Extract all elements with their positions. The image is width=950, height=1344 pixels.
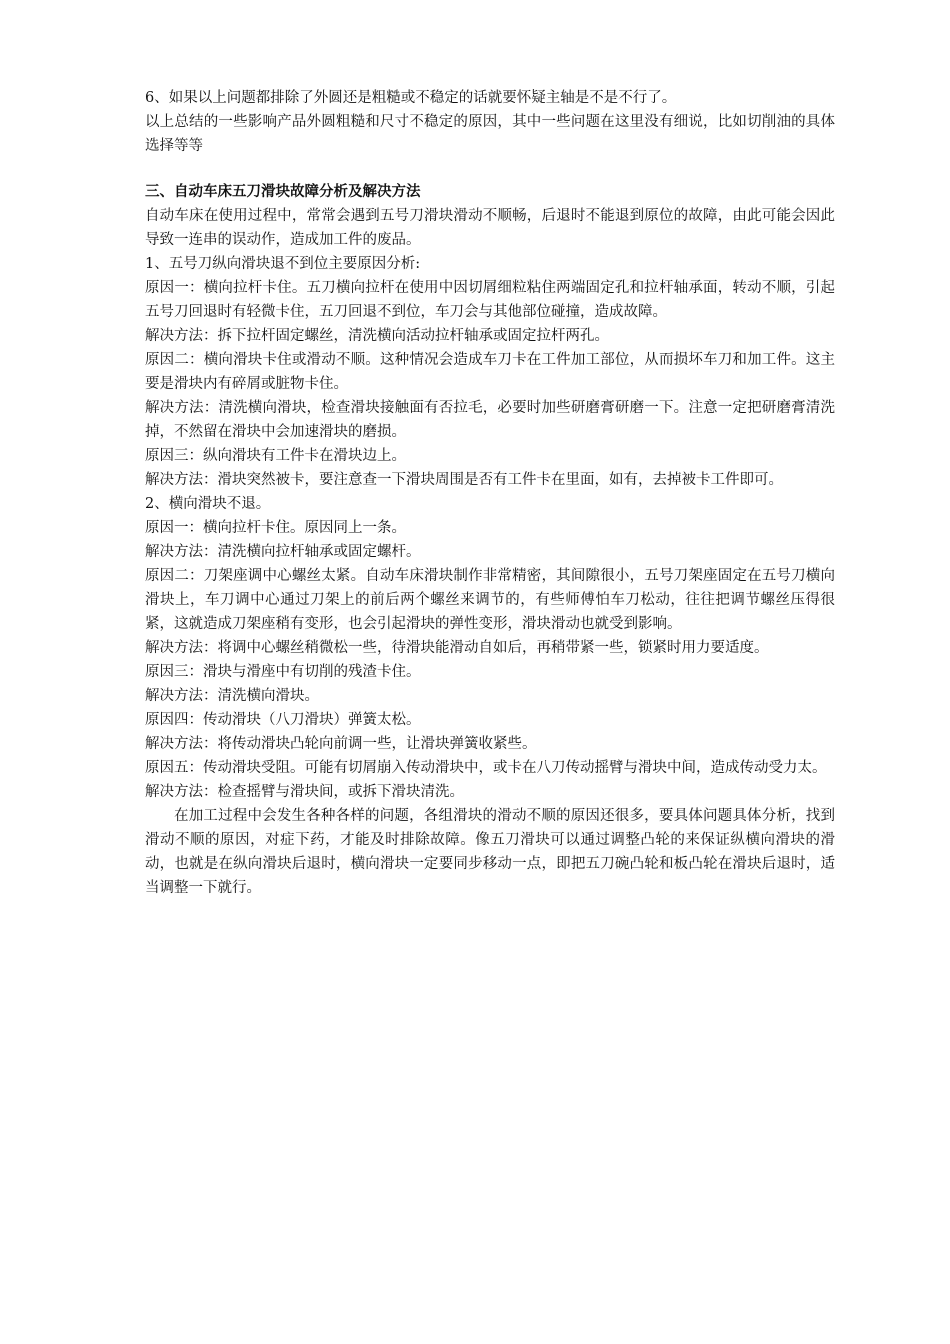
cause-1-2: 原因二：横向滑块卡住或滑动不顺。这种情况会造成车刀卡在工件加工部位，从而损坏车刀和加工件。这主要是滑块内有碎屑或脏物卡住。: [145, 352, 835, 392]
solution-2-3: 解决方法：清洗横向滑块。: [145, 688, 319, 704]
solution-1-1: 解决方法：拆下拉杆固定螺丝，清洗横向活动拉杆轴承或固定拉杆两孔。: [145, 328, 609, 344]
solution-2-4: 解决方法：将传动滑块凸轮向前调一些，让滑块弹簧收紧些。: [145, 736, 537, 752]
paragraph-item-6: 6、如果以上问题都排除了外圆还是粗糙或不稳定的话就要怀疑主轴是不是不行了。: [145, 90, 677, 106]
paragraph-gap: [145, 158, 835, 180]
document-body: [145, 86, 835, 900]
subheading-1: 1、五号刀纵向滑块退不到位主要原因分析:: [145, 256, 421, 272]
cause-2-2: 原因二：刀架座调中心螺丝太紧。自动车床滑块制作非常精密，其间隙很小，五号刀架座固定在五号刀横向滑块上，车刀调中心通过刀架上的前后两个螺丝来调节的，有些师傅怕车刀松动，往往把调节螺丝压得很紧，这就造成刀架座稍有变形，也会引起滑块的弹性变形，滑块滑动也就受到影响。: [145, 568, 835, 632]
cause-1-3: 原因三：纵向滑块有工件卡在滑块边上。: [145, 448, 406, 464]
paragraph-intro: 自动车床在使用过程中，常常会遇到五号刀滑块滑动不顺畅，后退时不能退到原位的故障，由此可能会因此导致一连串的误动作，造成加工件的废品。: [145, 208, 835, 248]
solution-2-2: 解决方法：将调中心螺丝稍微松一些，待滑块能滑动自如后，再稍带紧一些，锁紧时用力要适度。: [145, 640, 769, 656]
cause-2-1: 原因一：横向拉杆卡住。原因同上一条。: [145, 520, 406, 536]
paragraph-summary: 以上总结的一些影响产品外圆粗糙和尺寸不稳定的原因，其中一些问题在这里没有细说，比如切削油的具体选择等等: [145, 114, 835, 154]
solution-2-1: 解决方法：清洗横向拉杆轴承或固定螺杆。: [145, 544, 421, 560]
paragraph-conclusion: 在加工过程中会发生各种各样的问题，各组滑块的滑动不顺的原因还很多，要具体问题具体分析，找到滑动不顺的原因，对症下药，才能及时排除故障。像五刀滑块可以通过调整凸轮的来保证纵横向滑块的滑动，也就是在纵向滑块后退时，横向滑块一定要同步移动一点，即把五刀碗凸轮和板凸轮在滑块后退时，适当调整一下就行。: [145, 808, 835, 896]
cause-2-5: 原因五：传动滑块受阻。可能有切屑崩入传动滑块中，或卡在八刀传动摇臂与滑块中间，造成传动受力太。: [145, 760, 827, 776]
cause-2-4: 原因四：传动滑块（八刀滑块）弹簧太松。: [145, 712, 421, 728]
subheading-2: 2、横向滑块不退。: [145, 496, 271, 512]
solution-1-3: 解决方法：滑块突然被卡，要注意查一下滑块周围是否有工件卡在里面，如有，去掉被卡工件即可。: [145, 472, 783, 488]
cause-1-1: 原因一：横向拉杆卡住。五刀横向拉杆在使用中因切屑细粒粘住两端固定孔和拉杆轴承面，转动不顺，引起五号刀回退时有轻微卡住，五刀回退不到位，车刀会与其他部位碰撞，造成故障。: [145, 280, 835, 320]
solution-1-2: 解决方法：清洗横向滑块，检查滑块接触面有否拉毛，必要时加些研磨膏研磨一下。注意一定把研磨膏清洗掉，不然留在滑块中会加速滑块的磨损。: [145, 400, 835, 440]
cause-2-3: 原因三：滑块与滑座中有切削的残渣卡住。: [145, 664, 421, 680]
solution-2-5: 解决方法：检查摇臂与滑块间，或拆下滑块清洗。: [145, 784, 464, 800]
section-heading: 三、自动车床五刀滑块故障分析及解决方法: [145, 183, 421, 200]
